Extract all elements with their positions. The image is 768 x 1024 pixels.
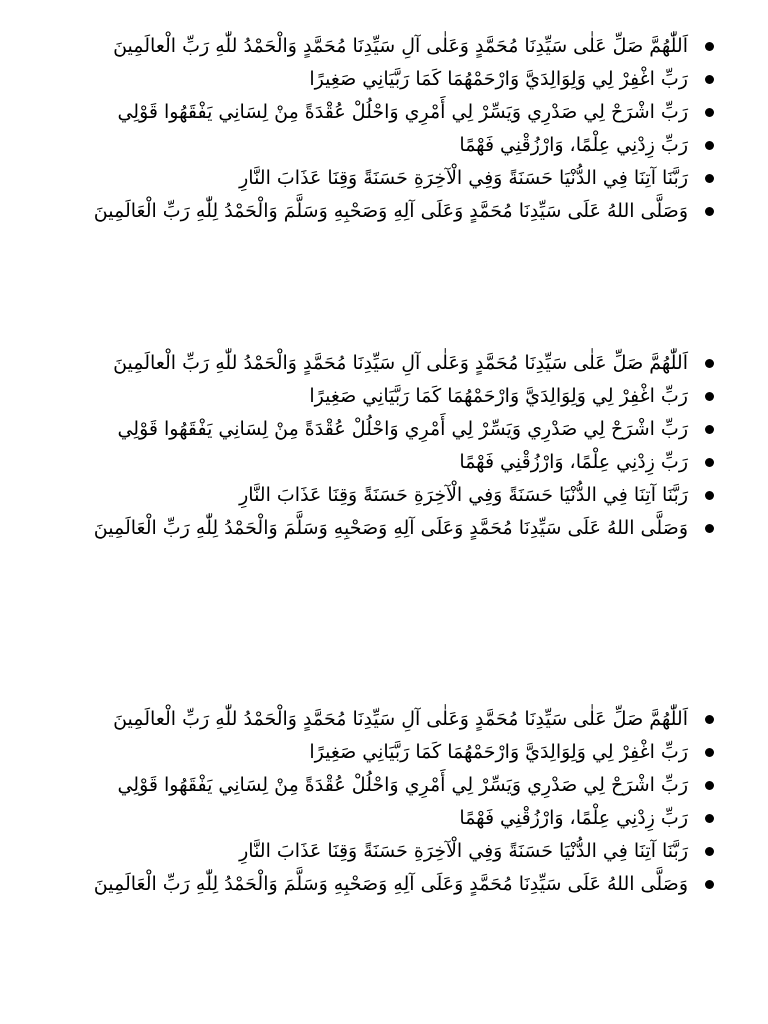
- bullet-icon: [705, 715, 714, 724]
- dua-list: [0, 703, 768, 901]
- bullet-icon: [705, 75, 714, 84]
- dua-text: اَللّٰهُمَّ صَلِّ عَلٰى سَيِّدِنَا مُحَمَّدٍ وَعَلٰى آلِ سَيِّدِنَا مُحَمَّدٍ وَالْحَمْدُ للّٰهِ رَبِّ الْعالَمِينَ: [113, 352, 688, 374]
- dua-text: رَبَّنَا آتِنَا فِي الدُّنْيَا حَسَنَةً وَفِي الْآخِرَةِ حَسَنَةً وَقِنَا عَذَابَ النَّارِ: [239, 840, 688, 862]
- bullet-icon: [705, 359, 714, 368]
- dua-text: رَبِّ اشْرَحْ لِي صَدْرِي وَيَسِّرْ لِي أَمْرِي وَاحْلُلْ عُقْدَةً مِنْ لِسَانِي يَفْقَهُوا قَوْلِي: [117, 418, 688, 440]
- bullet-icon: [705, 42, 714, 51]
- bullet-icon: [705, 458, 714, 467]
- list-item: [0, 413, 768, 446]
- dua-text: رَبَّنَا آتِنَا فِي الدُّنْيَا حَسَنَةً وَفِي الْآخِرَةِ حَسَنَةً وَقِنَا عَذَابَ النَّارِ: [239, 167, 688, 189]
- list-item: [0, 195, 768, 228]
- bullet-icon: [705, 847, 714, 856]
- dua-list: [0, 30, 768, 228]
- dua-text: رَبِّ اشْرَحْ لِي صَدْرِي وَيَسِّرْ لِي أَمْرِي وَاحْلُلْ عُقْدَةً مِنْ لِسَانِي يَفْقَهُوا قَوْلِي: [117, 774, 688, 796]
- list-item: [0, 802, 768, 835]
- list-item: [0, 703, 768, 736]
- bullet-icon: [705, 524, 714, 533]
- dua-text: رَبَّنَا آتِنَا فِي الدُّنْيَا حَسَنَةً وَفِي الْآخِرَةِ حَسَنَةً وَقِنَا عَذَابَ النَّارِ: [239, 484, 688, 506]
- list-item: [0, 347, 768, 380]
- dua-text: رَبِّ زِدْنِي عِلْمًا، وَارْزُقْنِي فَهْمًا: [459, 807, 688, 829]
- bullet-icon: [705, 108, 714, 117]
- list-item: [0, 129, 768, 162]
- list-item: [0, 30, 768, 63]
- bullet-icon: [705, 491, 714, 500]
- dua-block-2: [0, 347, 768, 545]
- bullet-icon: [705, 141, 714, 150]
- bullet-icon: [705, 748, 714, 757]
- dua-text: رَبِّ اغْفِرْ لِي وَلِوَالِدَيَّ وَارْحَمْهُمَا كَمَا رَبَّيَانِي صَغِيرًا: [309, 385, 688, 407]
- dua-block-3: [0, 703, 768, 901]
- dua-text: رَبِّ اغْفِرْ لِي وَلِوَالِدَيَّ وَارْحَمْهُمَا كَمَا رَبَّيَانِي صَغِيرًا: [309, 741, 688, 763]
- bullet-icon: [705, 781, 714, 790]
- list-item: [0, 63, 768, 96]
- dua-block-1: [0, 30, 768, 228]
- dua-text: اَللّٰهُمَّ صَلِّ عَلٰى سَيِّدِنَا مُحَمَّدٍ وَعَلٰى آلِ سَيِّدِنَا مُحَمَّدٍ وَالْحَمْدُ للّٰهِ رَبِّ الْعالَمِينَ: [113, 35, 688, 57]
- list-item: [0, 868, 768, 901]
- bullet-icon: [705, 392, 714, 401]
- bullet-icon: [705, 207, 714, 216]
- list-item: [0, 380, 768, 413]
- list-item: [0, 96, 768, 129]
- dua-text: اَللّٰهُمَّ صَلِّ عَلٰى سَيِّدِنَا مُحَمَّدٍ وَعَلٰى آلِ سَيِّدِنَا مُحَمَّدٍ وَالْحَمْدُ للّٰهِ رَبِّ الْعالَمِينَ: [113, 708, 688, 730]
- dua-text: رَبِّ اشْرَحْ لِي صَدْرِي وَيَسِّرْ لِي أَمْرِي وَاحْلُلْ عُقْدَةً مِنْ لِسَانِي يَفْقَهُوا قَوْلِي: [117, 101, 688, 123]
- dua-text: رَبِّ زِدْنِي عِلْمًا، وَارْزُقْنِي فَهْمًا: [459, 134, 688, 156]
- list-item: [0, 835, 768, 868]
- list-item: [0, 512, 768, 545]
- dua-text: وَصَلَّى اللهُ عَلَى سَيِّدِنَا مُحَمَّدٍ وَعَلَى آلِهِ وَصَحْبِهِ وَسَلَّمَ وَالْحَمْدُ لِلّٰهِ رَبِّ الْعَالَمِينَ: [93, 873, 688, 895]
- list-item: [0, 446, 768, 479]
- bullet-icon: [705, 814, 714, 823]
- bullet-icon: [705, 174, 714, 183]
- dua-text: رَبِّ زِدْنِي عِلْمًا، وَارْزُقْنِي فَهْمًا: [459, 451, 688, 473]
- bullet-icon: [705, 880, 714, 889]
- dua-text: وَصَلَّى اللهُ عَلَى سَيِّدِنَا مُحَمَّدٍ وَعَلَى آلِهِ وَصَحْبِهِ وَسَلَّمَ وَالْحَمْدُ لِلّٰهِ رَبِّ الْعَالَمِينَ: [93, 200, 688, 222]
- list-item: [0, 479, 768, 512]
- dua-list: [0, 347, 768, 545]
- list-item: [0, 736, 768, 769]
- dua-text: رَبِّ اغْفِرْ لِي وَلِوَالِدَيَّ وَارْحَمْهُمَا كَمَا رَبَّيَانِي صَغِيرًا: [309, 68, 688, 90]
- dua-text: وَصَلَّى اللهُ عَلَى سَيِّدِنَا مُحَمَّدٍ وَعَلَى آلِهِ وَصَحْبِهِ وَسَلَّمَ وَالْحَمْدُ لِلّٰهِ رَبِّ الْعَالَمِينَ: [93, 517, 688, 539]
- bullet-icon: [705, 425, 714, 434]
- list-item: [0, 769, 768, 802]
- list-item: [0, 162, 768, 195]
